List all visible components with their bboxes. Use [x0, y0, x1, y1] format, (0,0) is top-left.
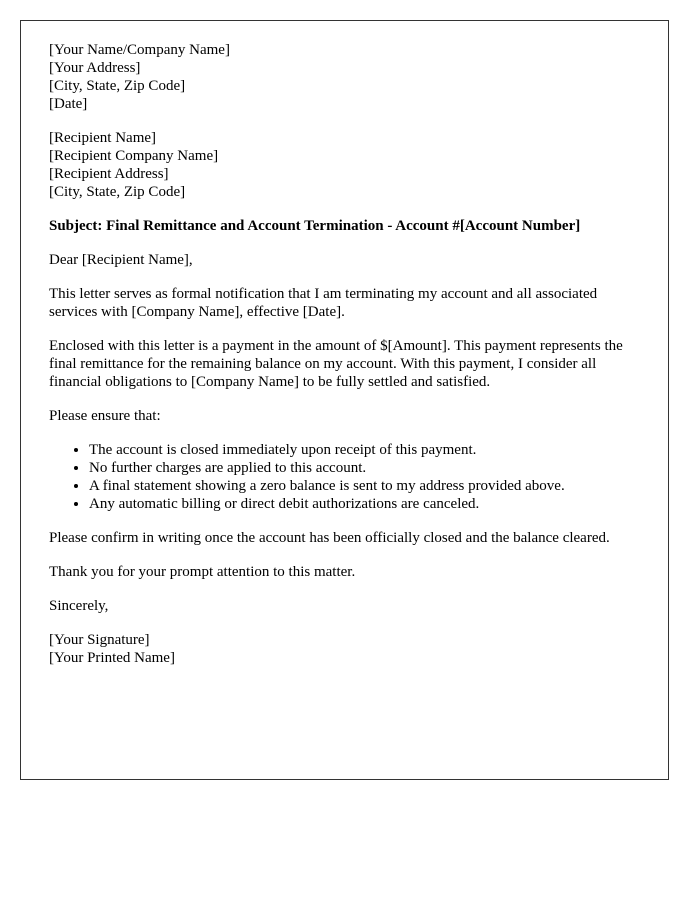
signature: [Your Signature]: [49, 632, 150, 648]
date: [Date]: [49, 96, 88, 112]
list-intro: Please ensure that:: [49, 408, 161, 424]
sender-city: [City, State, Zip Code]: [49, 78, 186, 94]
sender-address: [Your Address]: [49, 60, 141, 76]
paragraph: Please confirm in writing once the account has been officially closed and the balance cleared.: [49, 530, 610, 546]
paragraph: Enclosed with this letter is a payment in the amount of $[Amount]. This payment represents the final remittance for the remaining balance on my account. With this payment, I consider all financial obligations to [Company Name] to be fully settled and satisfied.: [49, 338, 623, 390]
recipient-address: [Recipient Address]: [49, 166, 169, 182]
subject-line: Subject: Final Remittance and Account Termination - Account #[Account Number]: [49, 218, 581, 234]
requirements-list: [49, 441, 647, 513]
list-item: • The account is closed immediately upon receipt of this payment.: [89, 441, 647, 459]
letter: [20, 20, 669, 780]
printed-name: [Your Printed Name]: [49, 650, 175, 666]
recipient-company: [Recipient Company Name]: [49, 148, 219, 164]
closing: Sincerely,: [49, 598, 109, 614]
recipient-block: [49, 129, 647, 201]
signature-block: [49, 631, 647, 667]
sender-block: [49, 41, 647, 113]
paragraph: This letter serves as formal notification that I am terminating my account and all associated services with [Company Name], effective [Date].: [49, 286, 598, 320]
list-item: • No further charges are applied to this account.: [89, 459, 647, 477]
sender-name: [Your Name/Company Name]: [49, 42, 230, 58]
list-item: • Any automatic billing or direct debit authorizations are canceled.: [89, 495, 647, 513]
list-item: • A final statement showing a zero balance is sent to my address provided above.: [89, 477, 647, 495]
salutation: Dear [Recipient Name],: [49, 252, 193, 268]
recipient-name: [Recipient Name]: [49, 130, 157, 146]
paragraph: Thank you for your prompt attention to this matter.: [49, 564, 356, 580]
recipient-city: [City, State, Zip Code]: [49, 184, 186, 200]
